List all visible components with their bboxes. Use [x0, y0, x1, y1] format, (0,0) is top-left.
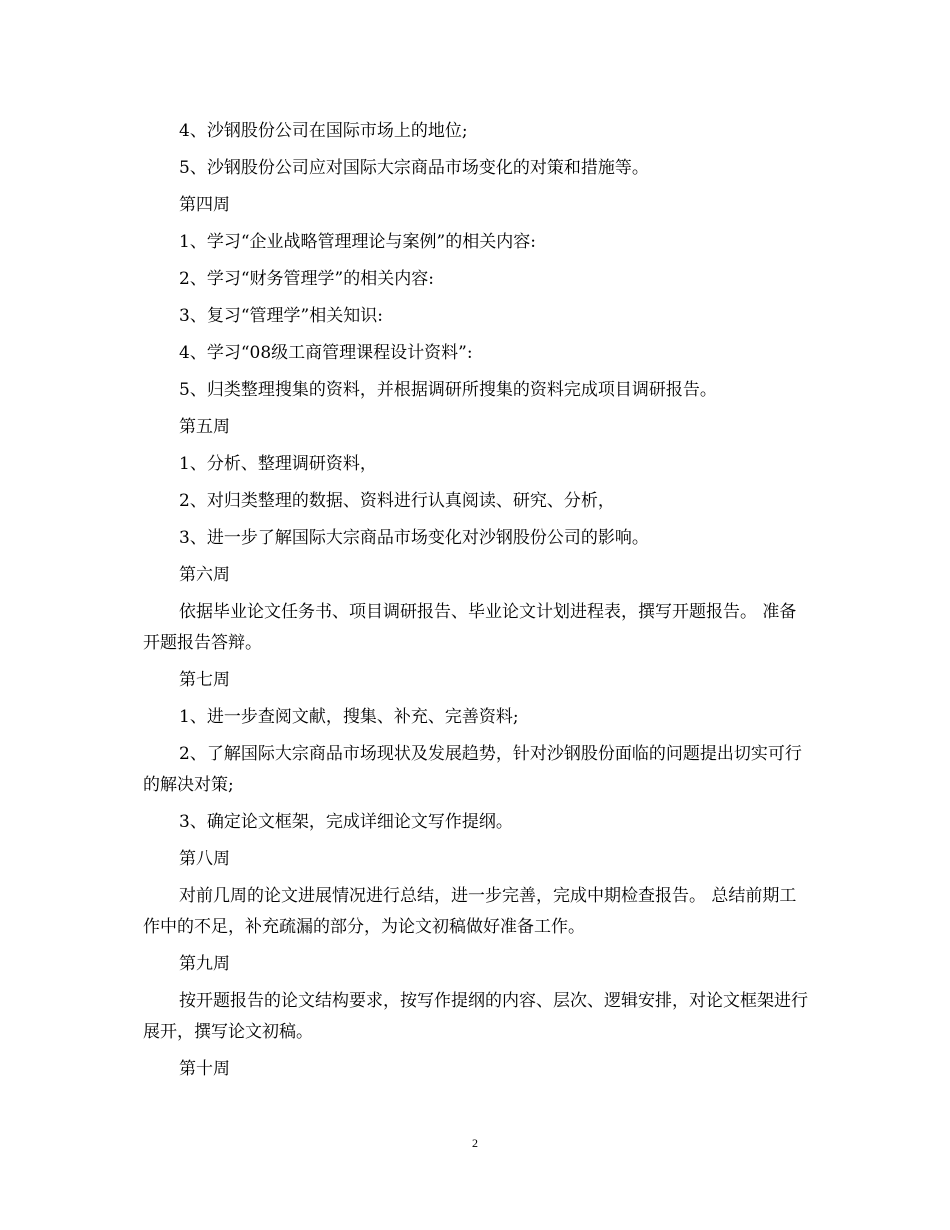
section-heading-week-6: 第六周	[179, 565, 230, 585]
paragraph-week-6: 依据毕业论文任务书、项目调研报告、毕业论文计划进程表，撰写开题报告。 准备开题报告答辩。	[143, 602, 797, 653]
section-heading-week-7: 第七周	[179, 670, 230, 690]
section-heading-week-9: 第九周	[179, 954, 230, 974]
list-item: 2、对归类整理的数据、资料进行认真阅读、研究、分析，	[179, 491, 615, 511]
list-item: 3、进一步了解国际大宗商品市场变化对沙钢股份公司的影响。	[179, 528, 649, 548]
section-heading-week-5: 第五周	[179, 417, 230, 437]
list-item: 2、学习“财务管理学”的相关内容:	[179, 269, 434, 289]
list-item: 1、学习“企业战略管理理论与案例”的相关内容:	[179, 232, 536, 252]
section-heading-week-4: 第四周	[179, 195, 230, 215]
list-item: 4、学习“08级工商管理课程设计资料”:	[179, 343, 473, 363]
list-item: 3、复习“管理学”相关知识:	[179, 306, 383, 326]
list-item: 5、归类整理搜集的资料，并根据调研所搜集的资料完成项目调研报告。	[179, 380, 717, 400]
paragraph-week-9: 按开题报告的论文结构要求，按写作提纲的内容、层次、逻辑安排，对论文框架进行展开，撰写论文初稿。	[143, 991, 808, 1042]
list-item-wrapped: 2、了解国际大宗商品市场现状及发展趋势，针对沙钢股份面临的问题提出切实可行的解决对策;	[143, 744, 802, 795]
section-heading-week-8: 第八周	[179, 849, 230, 869]
document-body	[143, 116, 823, 1091]
list-item: 4、沙钢股份公司在国际市场上的地位;	[179, 121, 468, 141]
list-item: 3、确定论文框架，完成详细论文写作提纲。	[179, 812, 513, 832]
list-item: 1、分析、整理调研资料，	[179, 454, 377, 474]
page-number: 2	[472, 1136, 478, 1150]
list-item: 5、沙钢股份公司应对国际大宗商品市场变化的对策和措施等。	[179, 158, 649, 178]
list-item: 1、进一步查阅文献，搜集、补充、完善资料;	[179, 707, 519, 727]
section-heading-week-10: 第十周	[179, 1059, 230, 1079]
paragraph-week-8: 对前几周的论文进展情况进行总结，进一步完善，完成中期检查报告。 总结前期工作中的不足，补充疏漏的部分，为论文初稿做好准备工作。	[143, 886, 797, 937]
